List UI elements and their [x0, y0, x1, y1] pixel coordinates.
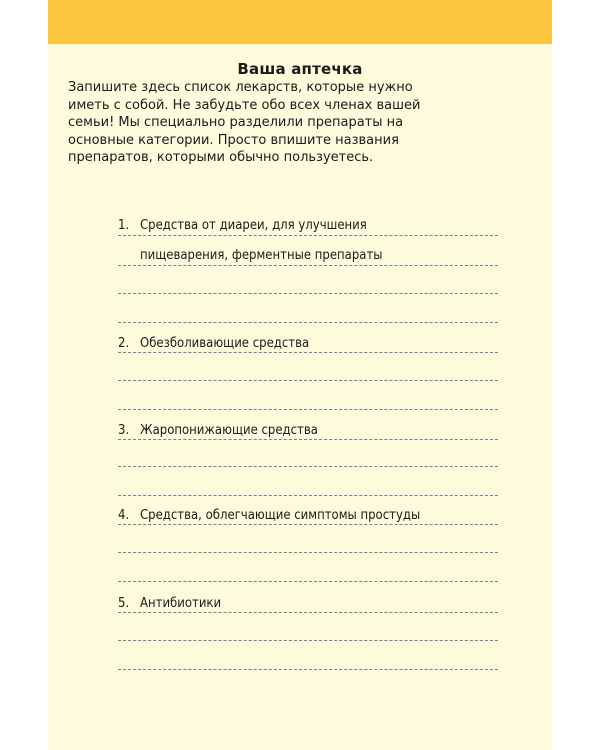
write-line[interactable]: [118, 552, 498, 553]
write-line[interactable]: [118, 669, 498, 670]
category-number: 2.: [118, 336, 130, 351]
intro-line: иметь с собой. Не забудьте обо всех членах вашей: [68, 97, 421, 113]
write-line[interactable]: [118, 581, 498, 582]
intro-line: Запишите здесь список лекарств, которые нужно: [68, 80, 413, 95]
category-3-heading: [118, 423, 318, 438]
category-number: 3.: [118, 423, 130, 438]
write-line[interactable]: [118, 265, 498, 266]
top-accent-bar: [48, 0, 552, 44]
category-label: Жаропонижающие средства: [140, 423, 318, 438]
write-line[interactable]: [118, 495, 498, 496]
category-1-heading: [118, 218, 367, 233]
category-label: Средства от диареи, для улучшения: [140, 218, 367, 233]
page-title: Ваша аптечка: [237, 60, 363, 78]
write-line[interactable]: [118, 439, 498, 440]
write-line[interactable]: [118, 322, 498, 323]
write-line[interactable]: [118, 293, 498, 294]
write-line[interactable]: [118, 640, 498, 641]
write-line[interactable]: [118, 380, 498, 381]
category-number: 1.: [118, 218, 130, 233]
intro-line: препаратов, которыми обычно пользуетесь.: [68, 150, 374, 166]
write-line[interactable]: [118, 235, 498, 236]
intro-line: семьи! Мы специально разделили препараты на: [68, 115, 404, 131]
write-line[interactable]: [118, 409, 498, 410]
write-line[interactable]: [118, 612, 498, 613]
category-2-heading: [118, 336, 309, 351]
category-number: 5.: [118, 596, 130, 611]
category-label: Средства, облегчающие симптомы простуды: [140, 508, 421, 523]
write-line[interactable]: [118, 524, 498, 525]
intro-line: основные категории. Просто впишите названия: [68, 132, 399, 148]
category-label: Антибиотики: [140, 596, 222, 611]
category-number: 4.: [118, 508, 130, 523]
category-5-heading: [118, 596, 221, 611]
intro-paragraph: [68, 79, 468, 167]
write-line[interactable]: [118, 352, 498, 353]
category-4-heading: [118, 508, 420, 523]
write-line[interactable]: [118, 466, 498, 467]
category-label-continued: пищеварения, ферментные препараты: [140, 248, 383, 263]
category-label: Обезболивающие средства: [140, 336, 310, 351]
